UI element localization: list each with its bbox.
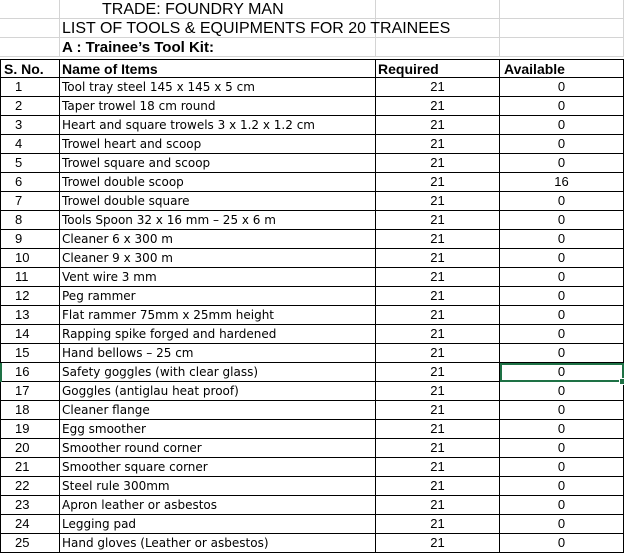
sno-cell[interactable]: 19 xyxy=(0,420,60,439)
required-cell[interactable]: 21 xyxy=(376,363,500,382)
required-cell[interactable]: 21 xyxy=(376,268,500,287)
table-row xyxy=(0,116,624,135)
required-cell[interactable]: 21 xyxy=(376,78,500,97)
table-row xyxy=(0,382,624,401)
required-cell[interactable]: 21 xyxy=(376,477,500,496)
fill-handle[interactable] xyxy=(619,378,624,385)
item-name-cell[interactable]: Legging pad xyxy=(60,515,376,534)
table-row xyxy=(0,344,624,363)
item-name-cell[interactable]: Taper trowel 18 cm round xyxy=(60,97,376,116)
sno-cell[interactable]: 12 xyxy=(0,287,60,306)
table-row xyxy=(0,325,624,344)
required-cell[interactable]: 21 xyxy=(376,401,500,420)
available-cell[interactable]: 0 xyxy=(500,382,624,401)
list-title: LIST OF TOOLS & EQUIPMENTS FOR 20 TRAINEES xyxy=(62,20,451,37)
available-cell[interactable]: 0 xyxy=(500,477,624,496)
table-row xyxy=(0,268,624,287)
item-name-cell[interactable]: Trowel double scoop xyxy=(60,173,376,192)
available-cell[interactable]: 0 xyxy=(500,78,624,97)
available-cell[interactable]: 0 xyxy=(500,230,624,249)
item-name-cell[interactable]: Goggles (antiglau heat proof) xyxy=(60,382,376,401)
available-cell[interactable]: 0 xyxy=(500,401,624,420)
table-row xyxy=(0,97,624,116)
table-row xyxy=(0,496,624,515)
item-name-cell[interactable]: Egg smoother xyxy=(60,420,376,439)
required-cell[interactable]: 21 xyxy=(376,154,500,173)
available-cell[interactable]: 0 xyxy=(500,534,624,553)
available-cell[interactable]: 0 xyxy=(500,154,624,173)
available-header[interactable]: Available xyxy=(500,59,624,78)
required-cell[interactable]: 21 xyxy=(376,192,500,211)
sno-cell[interactable]: 21 xyxy=(0,458,60,477)
sno-cell[interactable]: 6 xyxy=(0,173,60,192)
required-cell[interactable]: 21 xyxy=(376,230,500,249)
sno-cell[interactable]: 14 xyxy=(0,325,60,344)
trade-title: TRADE: FOUNDRY MAN xyxy=(102,1,284,18)
item-name-cell[interactable]: Cleaner 9 x 300 m xyxy=(60,249,376,268)
sno-cell[interactable]: 16 xyxy=(0,363,60,382)
available-cell[interactable]: 0 xyxy=(500,211,624,230)
item-name-cell[interactable]: Smoother round corner xyxy=(60,439,376,458)
sno-cell[interactable]: 10 xyxy=(0,249,60,268)
required-cell[interactable]: 21 xyxy=(376,439,500,458)
active-row-indicator xyxy=(0,363,2,382)
sno-cell[interactable]: 22 xyxy=(0,477,60,496)
item-name-cell[interactable]: Tool tray steel 145 x 145 x 5 cm xyxy=(60,78,376,97)
available-cell[interactable]: 0 xyxy=(500,496,624,515)
required-cell[interactable]: 21 xyxy=(376,344,500,363)
available-cell[interactable]: 0 xyxy=(500,515,624,534)
required-cell[interactable]: 21 xyxy=(376,173,500,192)
required-cell[interactable]: 21 xyxy=(376,534,500,553)
item-name-cell[interactable]: Vent wire 3 mm xyxy=(60,268,376,287)
table-row xyxy=(0,363,624,382)
sno-cell[interactable]: 7 xyxy=(0,192,60,211)
sno-cell[interactable]: 4 xyxy=(0,135,60,154)
sno-cell[interactable]: 25 xyxy=(0,534,60,553)
sno-cell[interactable]: 9 xyxy=(0,230,60,249)
sno-cell[interactable]: 15 xyxy=(0,344,60,363)
required-header[interactable]: Required xyxy=(376,59,500,78)
required-cell[interactable]: 21 xyxy=(376,515,500,534)
available-cell[interactable]: 0 xyxy=(500,97,624,116)
available-cell[interactable]: 0 xyxy=(500,192,624,211)
sno-cell[interactable]: 13 xyxy=(0,306,60,325)
item-name-cell[interactable]: Hand bellows – 25 cm xyxy=(60,344,376,363)
available-cell[interactable]: 0 xyxy=(500,420,624,439)
sno-cell[interactable]: 24 xyxy=(0,515,60,534)
item-name-cell[interactable]: Peg rammer xyxy=(60,287,376,306)
item-name-cell[interactable]: Hand gloves (Leather or asbestos) xyxy=(60,534,376,553)
available-cell[interactable]: 0 xyxy=(500,287,624,306)
item-name-cell[interactable]: Smoother square corner xyxy=(60,458,376,477)
section-title: A : Trainee’s Tool Kit: xyxy=(62,39,214,56)
sno-header[interactable]: S. No. xyxy=(0,59,60,78)
available-cell[interactable]: 0 xyxy=(500,306,624,325)
required-cell[interactable]: 21 xyxy=(376,116,500,135)
sno-cell[interactable]: 18 xyxy=(0,401,60,420)
table-row xyxy=(0,249,624,268)
item-name-cell[interactable]: Steel rule 300mm xyxy=(60,477,376,496)
sno-cell[interactable]: 2 xyxy=(0,97,60,116)
available-cell[interactable]: 16 xyxy=(500,173,624,192)
item-name-cell[interactable]: Heart and square trowels 3 x 1.2 x 1.2 cm xyxy=(60,116,376,135)
item-name-cell[interactable]: Cleaner 6 x 300 m xyxy=(60,230,376,249)
item-name-cell[interactable]: Safety goggles (with clear glass) xyxy=(60,363,376,382)
table-row xyxy=(0,135,624,154)
required-cell[interactable]: 21 xyxy=(376,496,500,515)
item-name-cell[interactable]: Apron leather or asbestos xyxy=(60,496,376,515)
item-name-cell[interactable]: Trowel heart and scoop xyxy=(60,135,376,154)
table-row xyxy=(0,173,624,192)
name-header[interactable]: Name of Items xyxy=(60,59,376,78)
sno-cell[interactable]: 20 xyxy=(0,439,60,458)
sno-cell[interactable]: 23 xyxy=(0,496,60,515)
required-cell[interactable]: 21 xyxy=(376,211,500,230)
required-cell[interactable]: 21 xyxy=(376,249,500,268)
required-cell[interactable]: 21 xyxy=(376,458,500,477)
required-cell[interactable]: 21 xyxy=(376,382,500,401)
available-cell[interactable]: 0 xyxy=(500,439,624,458)
item-name-cell[interactable]: Tools Spoon 32 x 16 mm – 25 x 6 m xyxy=(60,211,376,230)
table-row xyxy=(0,401,624,420)
required-cell[interactable]: 21 xyxy=(376,325,500,344)
sno-cell[interactable]: 3 xyxy=(0,116,60,135)
table-row xyxy=(0,306,624,325)
required-cell[interactable]: 21 xyxy=(376,306,500,325)
sno-cell[interactable]: 17 xyxy=(0,382,60,401)
table-row xyxy=(0,211,624,230)
item-name-cell[interactable]: Trowel square and scoop xyxy=(60,154,376,173)
required-cell[interactable]: 21 xyxy=(376,135,500,154)
available-cell[interactable]: 0 xyxy=(500,116,624,135)
item-name-cell[interactable]: Rapping spike forged and hardened xyxy=(60,325,376,344)
available-cell[interactable]: 0 xyxy=(500,344,624,363)
available-cell[interactable]: 0 xyxy=(500,135,624,154)
sno-cell[interactable]: 11 xyxy=(0,268,60,287)
required-cell[interactable]: 21 xyxy=(376,420,500,439)
sno-cell[interactable]: 8 xyxy=(0,211,60,230)
table-row xyxy=(0,458,624,477)
table-row xyxy=(0,515,624,534)
table-row xyxy=(0,477,624,496)
sno-cell[interactable]: 5 xyxy=(0,154,60,173)
table-row xyxy=(0,420,624,439)
item-name-cell[interactable]: Trowel double square xyxy=(60,192,376,211)
table-row xyxy=(0,230,624,249)
required-cell[interactable]: 21 xyxy=(376,287,500,306)
table-row xyxy=(0,154,624,173)
table-header-row xyxy=(0,59,624,78)
item-name-cell[interactable]: Flat rammer 75mm x 25mm height xyxy=(60,306,376,325)
table-row xyxy=(0,439,624,458)
table-row xyxy=(0,78,624,97)
available-cell[interactable]: 0 xyxy=(500,458,624,477)
available-cell[interactable]: 0 xyxy=(500,249,624,268)
required-cell[interactable]: 21 xyxy=(376,97,500,116)
table-row xyxy=(0,534,624,553)
sheet-heading xyxy=(0,0,624,57)
available-cell[interactable]: 0 xyxy=(500,325,624,344)
table-row xyxy=(0,287,624,306)
table-row xyxy=(0,192,624,211)
sno-cell[interactable]: 1 xyxy=(0,78,60,97)
available-cell[interactable]: 0 xyxy=(500,363,624,382)
available-cell[interactable]: 0 xyxy=(500,268,624,287)
item-name-cell[interactable]: Cleaner flange xyxy=(60,401,376,420)
